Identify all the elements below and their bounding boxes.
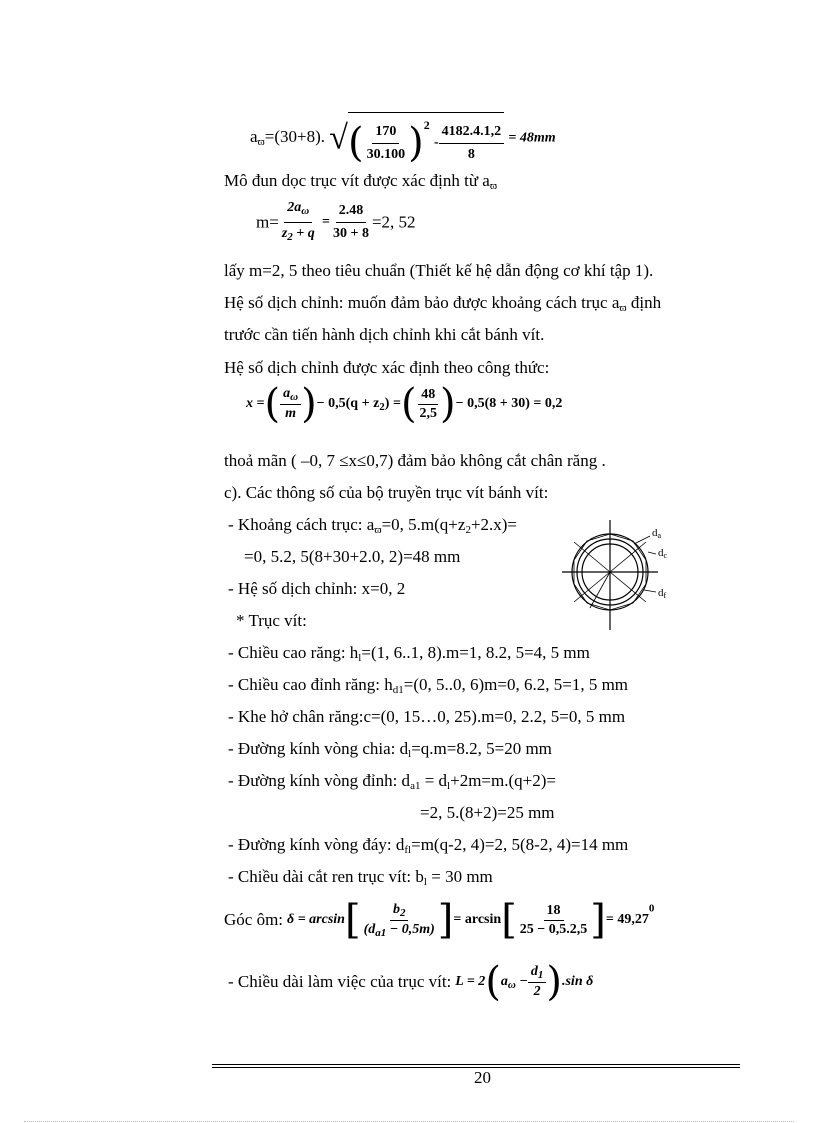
bracket-close-2: ] [590, 897, 606, 943]
leader-dc [648, 552, 656, 554]
tooth-height-b: =(1, 6..1, 8).m=1, 8.2, 5=4, 5 mm [361, 643, 590, 662]
formula-x-mid-sub: 2 [379, 400, 385, 413]
tip-diameter-a: - Đường kính vòng đỉnh: d [228, 771, 411, 790]
formula-L-a-sub: ω [507, 978, 516, 991]
fraction-4182-den: 8 [467, 146, 475, 162]
formula-L-aw [501, 974, 528, 989]
fraction-d1-2 [528, 964, 547, 1000]
shift-line-3: Hệ số dịch chỉnh được xác định theo công thức: [224, 358, 550, 377]
label-da: da [652, 527, 662, 540]
module-intro-sub: ϖ [489, 180, 498, 192]
minus-sign: - [433, 135, 439, 151]
formula-x-mid [317, 396, 401, 411]
satisfy-line: thoả mãn ( –0, 7 ≤x≤0,7) đảm bảo không cắt chân răng . [224, 451, 606, 470]
formula-x-lhs: x = [246, 396, 265, 411]
tip-diameter-sub: a1 [410, 780, 421, 792]
formula-m-result: =2, 52 [371, 212, 416, 232]
fraction-2aw-den-rest: + q [292, 226, 315, 241]
fraction-d1-num-sub: 1 [537, 969, 544, 981]
formula-aw [250, 112, 556, 165]
fraction-248-num: 2.48 [336, 201, 367, 223]
paren-close: ) [408, 120, 424, 167]
tip-diameter-sub2: l [447, 780, 451, 792]
params-heading: c). Các thông số của bộ truyền trục vít bánh vít: [224, 483, 549, 502]
fraction-b2-den: (d [363, 921, 376, 937]
tooth-height-sub: l [358, 652, 362, 664]
formula-L [228, 959, 594, 1005]
paren-close-L: ) [546, 959, 562, 1005]
tip-diameter-line [228, 771, 556, 796]
fraction-48-25 [417, 387, 441, 422]
fraction-b2-num: b [392, 901, 400, 917]
tip-diameter-c: +2m=m.(q+2)= [450, 771, 556, 790]
bracket-open-1: [ [344, 897, 361, 943]
shift-line-1b: định [626, 293, 662, 312]
fraction-248-den: 30 + 8 [332, 226, 369, 241]
formula-m-lhs: m= [256, 212, 279, 232]
fraction-2aw-num: 2a [287, 200, 302, 215]
shift-line-1sub: ϖ [619, 302, 627, 314]
take-m-line: lấy m=2, 5 theo tiêu chuẩn (Thiết kế hệ dẫn động cơ khí tập 1). [224, 261, 654, 280]
fraction-2aw-den-sub: 2 [287, 231, 293, 243]
leader-da [634, 536, 650, 544]
module-intro [224, 171, 497, 196]
worm-heading: * Trục vít: [236, 611, 307, 630]
pitch-diameter-a: - Đường kính vòng chia: d [228, 739, 409, 758]
footer-rule-1 [212, 1064, 740, 1065]
formula-aw-lhs-rest: =(30+8). [264, 127, 326, 147]
fraction-d1-num: d [530, 964, 538, 979]
axis-distance-c: +2.x)= [470, 515, 518, 534]
fraction-2aw-den: z [281, 226, 288, 241]
spoke-2 [610, 572, 646, 602]
sqrt-symbol: √ [329, 119, 348, 157]
fraction-18-den: 25 − 0,5.2,5 [519, 921, 588, 937]
formula-L-a: a [500, 973, 508, 989]
fraction-4182 [439, 122, 505, 165]
paren-open-x2: ( [400, 381, 417, 427]
spoke-1 [610, 542, 646, 572]
bracket-open-2: [ [501, 897, 517, 943]
formula-L-rest: .sin δ [561, 974, 594, 989]
label-dc: dc [658, 547, 668, 560]
root-diameter-sub: fl [404, 844, 412, 856]
formula-x-result: − 0,5(8 + 30) = 0,2 [455, 396, 563, 411]
fraction-18-num: 18 [544, 903, 564, 921]
spoke-5 [590, 572, 610, 608]
fraction-248 [330, 201, 372, 244]
fraction-170 [364, 122, 409, 165]
fraction-d1-den: 2 [533, 984, 541, 999]
fraction-2aw-num-sub: ω [301, 205, 310, 217]
pitch-diameter-sub: l [408, 748, 412, 760]
formula-delta-label: Góc ôm: [224, 910, 284, 929]
tooth-height-a: - Chiều cao răng: h [228, 643, 359, 662]
gear-diagram [560, 520, 690, 632]
axis-distance-line-2: =0, 5.2, 5(8+30+2.0, 2)=48 mm [244, 547, 461, 566]
page-number: 20 [474, 1068, 491, 1087]
axis-distance-sub: ϖ [374, 524, 382, 536]
root-diameter-line [228, 835, 628, 860]
exponent: 2 [423, 118, 430, 132]
module-intro-text: Mô đun dọc trục vít được xác định từ a [224, 171, 490, 190]
page-bottom-border [24, 1121, 794, 1122]
paren-close-x1: ) [301, 381, 317, 427]
formula-aw-lhs: a [250, 127, 258, 147]
formula-delta-lhs: δ = arcsin [287, 912, 345, 927]
clearance-line: - Khe hở chân răng:c=(0, 15…0, 25).m=0, 2.2, 5=0, 5 mm [228, 707, 626, 726]
tip-diameter-b: = d [420, 771, 448, 790]
paren-open-x1: ( [264, 381, 281, 427]
fraction-170-den: 30.100 [366, 146, 406, 162]
pitch-diameter-b: =q.m=8.2, 5=20 mm [411, 739, 552, 758]
tip-height-b: =(0, 5..0, 6)m=0, 6.2, 5=1, 5 mm [403, 675, 629, 694]
fraction-b2-den-sub: a1 [375, 926, 387, 939]
thread-length-sub: l [423, 876, 427, 888]
spoke-4 [574, 572, 610, 602]
shift-line-1a: Hệ số dịch chỉnh: muốn đảm bảo được khoảng cách trục a [224, 293, 620, 312]
tip-height-sub: d1 [392, 684, 404, 696]
root-diameter-a: - Đường kính vòng đáy: d [228, 835, 405, 854]
formula-delta [224, 897, 655, 943]
paren-close-x2: ) [440, 381, 456, 427]
tooth-height-line [228, 643, 590, 668]
paren-open-L: ( [485, 959, 501, 1005]
formula-delta-eq: = arcsin [453, 912, 502, 927]
fraction-aw-m-num-sub: ω [290, 391, 299, 403]
pitch-diameter-line [228, 739, 552, 764]
equals-sign: = [322, 214, 330, 230]
formula-x [246, 381, 563, 427]
fraction-4182-num: 4182.4.1,2 [439, 122, 505, 144]
axis-distance-a: - Khoảng cách trục: a [228, 515, 375, 534]
spoke-3 [574, 542, 610, 572]
thread-length-a: - Chiều dài cắt ren trục vít: b [228, 867, 424, 886]
leader-df [644, 590, 656, 592]
paren-open: ( [347, 120, 364, 167]
fraction-aw-m-num: a [283, 386, 291, 401]
axis-distance-b: =0, 5.m(q+z [381, 515, 466, 534]
thread-length-line [228, 867, 493, 892]
formula-L-label: - Chiều dài làm việc của trục vít: [228, 972, 452, 991]
formula-x-mid-text: − 0,5(q + z [316, 395, 380, 411]
fraction-48-25-den: 2,5 [419, 405, 438, 421]
tip-height-line [228, 675, 628, 700]
fraction-b2-num-sub: 2 [399, 906, 406, 919]
shift-line-2: trước cần tiến hành dịch chỉnh khi cắt bánh vít. [224, 325, 545, 344]
tip-diameter-line-2: =2, 5.(8+2)=25 mm [420, 803, 555, 822]
fraction-aw-m-den: m [285, 406, 297, 421]
thread-length-b: = 30 mm [426, 867, 493, 886]
fraction-aw-m [280, 386, 301, 422]
shift-line-1 [224, 293, 661, 318]
formula-L-minus: − [519, 973, 528, 989]
fraction-18 [517, 903, 590, 938]
fraction-48-25-num: 48 [418, 387, 438, 405]
formula-delta-sup: 0 [648, 902, 655, 915]
bracket-close-1: ] [437, 897, 454, 943]
root-diameter-b: =m(q-2, 4)=2, 5(8-2, 4)=14 mm [411, 835, 629, 854]
label-df: df [658, 587, 667, 600]
shift-coef-line: - Hệ số dịch chỉnh: x=0, 2 [228, 579, 406, 598]
formula-L-lhs: L = 2 [455, 974, 486, 989]
sqrt-body [348, 112, 504, 165]
formula-aw-lhs-sub: ϖ [257, 136, 265, 149]
axis-distance-sub2: 2 [465, 524, 471, 536]
formula-aw-result: = 48mm [508, 130, 556, 146]
tip-height-a: - Chiều cao đỉnh răng: h [228, 675, 393, 694]
fraction-170-num: 170 [372, 122, 399, 144]
fraction-b2-den-rest: − 0,5m) [386, 921, 435, 937]
fraction-b2 [361, 902, 438, 939]
fraction-2aw [279, 198, 318, 247]
formula-delta-result: = 49,27 [605, 912, 649, 927]
formula-m [256, 198, 416, 247]
axis-distance-line [228, 515, 517, 540]
formula-x-mid-end: ) = [384, 395, 401, 411]
